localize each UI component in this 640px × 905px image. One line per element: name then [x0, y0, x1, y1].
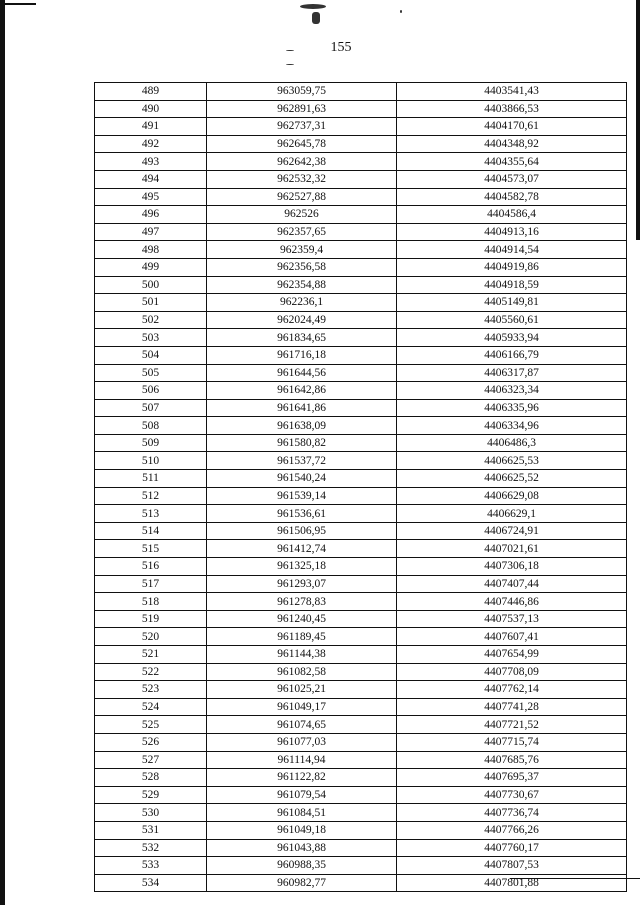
- table-row: [95, 839, 627, 857]
- y-coordinate-cell: 4406625,52: [397, 470, 627, 488]
- table-row: [95, 170, 627, 188]
- coordinates-table: [94, 82, 627, 892]
- point-number-cell: 513: [95, 505, 207, 523]
- y-coordinate-cell: 4406486,3: [397, 434, 627, 452]
- x-coordinate-cell: 961077,03: [207, 733, 397, 751]
- table-row: [95, 470, 627, 488]
- point-number-cell: 532: [95, 839, 207, 857]
- y-coordinate-cell: 4407760,17: [397, 839, 627, 857]
- y-coordinate-cell: 4403866,53: [397, 100, 627, 118]
- x-coordinate-cell: 961412,74: [207, 540, 397, 558]
- table-row: [95, 452, 627, 470]
- table-row: [95, 646, 627, 664]
- table-row: [95, 575, 627, 593]
- point-number-cell: 528: [95, 769, 207, 787]
- y-coordinate-cell: 4407407,44: [397, 575, 627, 593]
- table-row: [95, 135, 627, 153]
- table-row: [95, 628, 627, 646]
- x-coordinate-cell: 961049,18: [207, 821, 397, 839]
- x-coordinate-cell: 962737,31: [207, 118, 397, 136]
- scan-speck: [286, 64, 294, 65]
- table-row: [95, 522, 627, 540]
- table-row: [95, 821, 627, 839]
- table-row: [95, 294, 627, 312]
- x-coordinate-cell: 962236,1: [207, 294, 397, 312]
- table-row: [95, 733, 627, 751]
- point-number-cell: 508: [95, 417, 207, 435]
- table-row: [95, 610, 627, 628]
- point-number-cell: 533: [95, 857, 207, 875]
- x-coordinate-cell: 961642,86: [207, 382, 397, 400]
- point-number-cell: 496: [95, 206, 207, 224]
- x-coordinate-cell: 961189,45: [207, 628, 397, 646]
- x-coordinate-cell: 961049,17: [207, 698, 397, 716]
- y-coordinate-cell: 4407021,61: [397, 540, 627, 558]
- x-coordinate-cell: 961580,82: [207, 434, 397, 452]
- point-number-cell: 510: [95, 452, 207, 470]
- table-row: [95, 382, 627, 400]
- table-row: [95, 206, 627, 224]
- scan-edge-right: [636, 0, 640, 240]
- y-coordinate-cell: 4407801,88: [397, 874, 627, 892]
- point-number-cell: 506: [95, 382, 207, 400]
- x-coordinate-cell: 961074,65: [207, 716, 397, 734]
- y-coordinate-cell: 4407741,28: [397, 698, 627, 716]
- table-row: [95, 540, 627, 558]
- y-coordinate-cell: 4406317,87: [397, 364, 627, 382]
- point-number-cell: 489: [95, 83, 207, 101]
- x-coordinate-cell: 961114,94: [207, 751, 397, 769]
- x-coordinate-cell: 962024,49: [207, 311, 397, 329]
- scan-speck: [300, 4, 326, 9]
- table-row: [95, 681, 627, 699]
- table-row: [95, 118, 627, 136]
- point-number-cell: 490: [95, 100, 207, 118]
- y-coordinate-cell: 4404586,4: [397, 206, 627, 224]
- y-coordinate-cell: 4403541,43: [397, 83, 627, 101]
- coordinates-table-container: [94, 82, 626, 892]
- point-number-cell: 497: [95, 223, 207, 241]
- x-coordinate-cell: 962359,4: [207, 241, 397, 259]
- table-row: [95, 399, 627, 417]
- page-number: 155: [330, 40, 352, 55]
- y-coordinate-cell: 4407306,18: [397, 558, 627, 576]
- scan-mark-top-left: [0, 3, 36, 5]
- x-coordinate-cell: 960982,77: [207, 874, 397, 892]
- y-coordinate-cell: 4404348,92: [397, 135, 627, 153]
- y-coordinate-cell: 4407807,53: [397, 857, 627, 875]
- point-number-cell: 493: [95, 153, 207, 171]
- table-row: [95, 329, 627, 347]
- point-number-cell: 502: [95, 311, 207, 329]
- table-row: [95, 505, 627, 523]
- table-row: [95, 593, 627, 611]
- x-coordinate-cell: 962527,88: [207, 188, 397, 206]
- point-number-cell: 492: [95, 135, 207, 153]
- table-row: [95, 258, 627, 276]
- point-number-cell: 530: [95, 804, 207, 822]
- x-coordinate-cell: 961506,95: [207, 522, 397, 540]
- x-coordinate-cell: 961144,38: [207, 646, 397, 664]
- y-coordinate-cell: 4404918,59: [397, 276, 627, 294]
- point-number-cell: 522: [95, 663, 207, 681]
- y-coordinate-cell: 4407721,52: [397, 716, 627, 734]
- table-row: [95, 100, 627, 118]
- table-row: [95, 716, 627, 734]
- y-coordinate-cell: 4406625,53: [397, 452, 627, 470]
- table-row: [95, 153, 627, 171]
- point-number-cell: 531: [95, 821, 207, 839]
- table-row: [95, 188, 627, 206]
- scan-edge-left: [0, 0, 5, 905]
- point-number-cell: 512: [95, 487, 207, 505]
- point-number-cell: 519: [95, 610, 207, 628]
- x-coordinate-cell: 962532,32: [207, 170, 397, 188]
- x-coordinate-cell: 961082,58: [207, 663, 397, 681]
- y-coordinate-cell: 4404170,61: [397, 118, 627, 136]
- point-number-cell: 517: [95, 575, 207, 593]
- y-coordinate-cell: 4405560,61: [397, 311, 627, 329]
- x-coordinate-cell: 961122,82: [207, 769, 397, 787]
- point-number-cell: 501: [95, 294, 207, 312]
- x-coordinate-cell: 961539,14: [207, 487, 397, 505]
- y-coordinate-cell: 4404914,54: [397, 241, 627, 259]
- x-coordinate-cell: 962356,58: [207, 258, 397, 276]
- y-coordinate-cell: 4406629,08: [397, 487, 627, 505]
- y-coordinate-cell: 4406724,91: [397, 522, 627, 540]
- y-coordinate-cell: 4405933,94: [397, 329, 627, 347]
- scan-speck: [312, 12, 320, 24]
- x-coordinate-cell: 961540,24: [207, 470, 397, 488]
- table-row: [95, 364, 627, 382]
- point-number-cell: 529: [95, 786, 207, 804]
- point-number-cell: 509: [95, 434, 207, 452]
- point-number-cell: 526: [95, 733, 207, 751]
- x-coordinate-cell: 962526: [207, 206, 397, 224]
- x-coordinate-cell: 961716,18: [207, 346, 397, 364]
- point-number-cell: 523: [95, 681, 207, 699]
- y-coordinate-cell: 4407695,37: [397, 769, 627, 787]
- y-coordinate-cell: 4406629,1: [397, 505, 627, 523]
- point-number-cell: 511: [95, 470, 207, 488]
- y-coordinate-cell: 4404582,78: [397, 188, 627, 206]
- table-row: [95, 698, 627, 716]
- point-number-cell: 520: [95, 628, 207, 646]
- point-number-cell: 514: [95, 522, 207, 540]
- table-row: [95, 487, 627, 505]
- table-row: [95, 786, 627, 804]
- table-row: [95, 241, 627, 259]
- y-coordinate-cell: 4404573,07: [397, 170, 627, 188]
- point-number-cell: 494: [95, 170, 207, 188]
- x-coordinate-cell: 961043,88: [207, 839, 397, 857]
- point-number-cell: 518: [95, 593, 207, 611]
- table-row: [95, 857, 627, 875]
- y-coordinate-cell: 4406334,96: [397, 417, 627, 435]
- table-row: [95, 223, 627, 241]
- x-coordinate-cell: 961084,51: [207, 804, 397, 822]
- x-coordinate-cell: 961079,54: [207, 786, 397, 804]
- x-coordinate-cell: 961641,86: [207, 399, 397, 417]
- x-coordinate-cell: 961240,45: [207, 610, 397, 628]
- x-coordinate-cell: 961536,61: [207, 505, 397, 523]
- y-coordinate-cell: 4407607,41: [397, 628, 627, 646]
- table-row: [95, 874, 627, 892]
- y-coordinate-cell: 4407736,74: [397, 804, 627, 822]
- x-coordinate-cell: 962645,78: [207, 135, 397, 153]
- point-number-cell: 505: [95, 364, 207, 382]
- x-coordinate-cell: 961278,83: [207, 593, 397, 611]
- x-coordinate-cell: 961537,72: [207, 452, 397, 470]
- x-coordinate-cell: 960988,35: [207, 857, 397, 875]
- point-number-cell: 515: [95, 540, 207, 558]
- table-row: [95, 346, 627, 364]
- x-coordinate-cell: 962354,88: [207, 276, 397, 294]
- x-coordinate-cell: 962357,65: [207, 223, 397, 241]
- table-row: [95, 83, 627, 101]
- table-row: [95, 751, 627, 769]
- table-row: [95, 558, 627, 576]
- point-number-cell: 498: [95, 241, 207, 259]
- y-coordinate-cell: 4406335,96: [397, 399, 627, 417]
- table-row: [95, 769, 627, 787]
- point-number-cell: 507: [95, 399, 207, 417]
- y-coordinate-cell: 4407685,76: [397, 751, 627, 769]
- table-row: [95, 804, 627, 822]
- x-coordinate-cell: 961834,65: [207, 329, 397, 347]
- y-coordinate-cell: 4404913,16: [397, 223, 627, 241]
- y-coordinate-cell: 4407654,99: [397, 646, 627, 664]
- point-number-cell: 500: [95, 276, 207, 294]
- y-coordinate-cell: 4407446,86: [397, 593, 627, 611]
- point-number-cell: 495: [95, 188, 207, 206]
- y-coordinate-cell: 4404355,64: [397, 153, 627, 171]
- point-number-cell: 527: [95, 751, 207, 769]
- y-coordinate-cell: 4406166,79: [397, 346, 627, 364]
- point-number-cell: 524: [95, 698, 207, 716]
- y-coordinate-cell: 4407762,14: [397, 681, 627, 699]
- y-coordinate-cell: 4407708,09: [397, 663, 627, 681]
- point-number-cell: 491: [95, 118, 207, 136]
- coordinates-table-body: [95, 83, 627, 892]
- x-coordinate-cell: 962642,38: [207, 153, 397, 171]
- table-row: [95, 434, 627, 452]
- point-number-cell: 521: [95, 646, 207, 664]
- x-coordinate-cell: 962891,63: [207, 100, 397, 118]
- y-coordinate-cell: 4406323,34: [397, 382, 627, 400]
- x-coordinate-cell: 961638,09: [207, 417, 397, 435]
- point-number-cell: 516: [95, 558, 207, 576]
- table-row: [95, 311, 627, 329]
- y-coordinate-cell: 4407537,13: [397, 610, 627, 628]
- y-coordinate-cell: 4407766,26: [397, 821, 627, 839]
- table-row: [95, 417, 627, 435]
- y-coordinate-cell: 4405149,81: [397, 294, 627, 312]
- point-number-cell: 499: [95, 258, 207, 276]
- y-coordinate-cell: 4407715,74: [397, 733, 627, 751]
- x-coordinate-cell: 961293,07: [207, 575, 397, 593]
- x-coordinate-cell: 961644,56: [207, 364, 397, 382]
- x-coordinate-cell: 961325,18: [207, 558, 397, 576]
- x-coordinate-cell: 961025,21: [207, 681, 397, 699]
- point-number-cell: 504: [95, 346, 207, 364]
- table-row: [95, 276, 627, 294]
- point-number-cell: 534: [95, 874, 207, 892]
- scan-speck: [400, 10, 402, 13]
- y-coordinate-cell: 4404919,86: [397, 258, 627, 276]
- y-coordinate-cell: 4407730,67: [397, 786, 627, 804]
- point-number-cell: 503: [95, 329, 207, 347]
- table-row: [95, 663, 627, 681]
- point-number-cell: 525: [95, 716, 207, 734]
- x-coordinate-cell: 963059,75: [207, 83, 397, 101]
